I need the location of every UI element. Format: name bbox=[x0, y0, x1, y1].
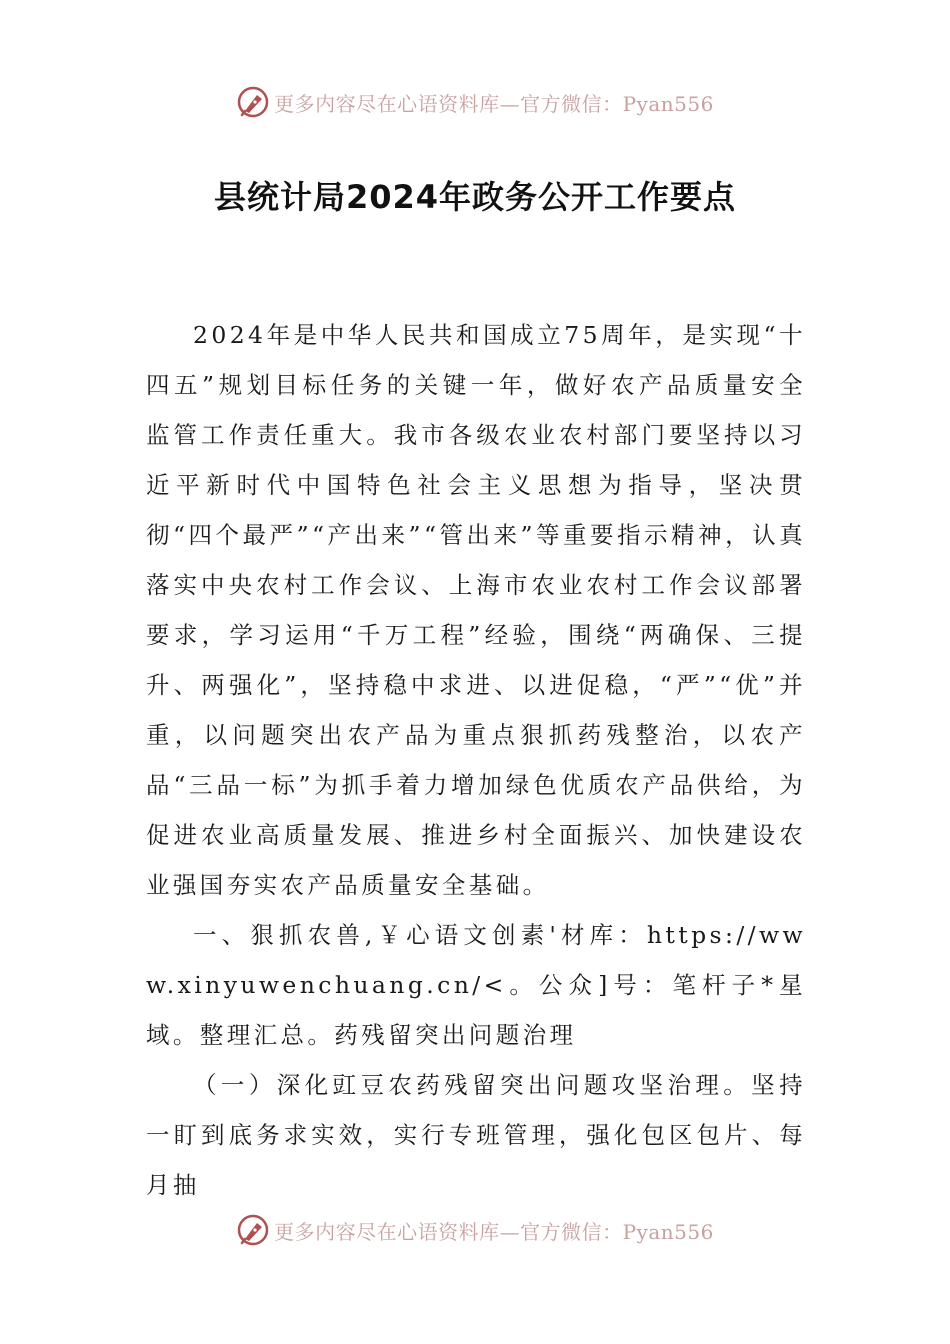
paragraph: （一）深化豇豆农药残留突出问题攻坚治理。坚持一盯到底务求实效，实行专班管理，强化包区包片、每月抽 bbox=[146, 1071, 806, 1199]
banner-text: 更多内容尽在心语资料库—官方微信：Pyan556 bbox=[274, 1219, 714, 1244]
footer-banner bbox=[0, 1210, 950, 1250]
header-banner bbox=[0, 82, 950, 122]
paragraph: 一、狠抓农兽,￥心语文创素'材库：https://www.xinyuwenchuang.cn/<。公众]号：笔杆子*星域。整理汇总。药残留突出问题治理 bbox=[146, 921, 806, 1049]
pen-nib-logo-icon bbox=[236, 1213, 270, 1247]
paragraph: 2024年是中华人民共和国成立75周年，是实现“十四五”规划目标任务的关键一年，做好农产品质量安全监管工作责任重大。我市各级农业农村部门要坚持以习近平新时代中国特色社会主义思想为指导，坚决贯彻“四个最严”“产出来”“管出来”等重要指示精神，认真落实中央农村工作会议、上海市农业农村工作会议部署要求，学习运用“千万工程”经验，围绕“两确保、三提升、两强化”，坚持稳中求进、以进促稳，“严”“优”并重，以问题突出农产品为重点狠抓药残整治，以农产品“三品一标”为抓手着力增加绿色优质农产品供给，为促进农业高质量发展、推进乡村全面振兴、加快建设农业强国夯实农产品质量安全基础。 bbox=[146, 321, 806, 899]
document-title: 县统计局2024年政务公开工作要点 bbox=[213, 178, 737, 216]
banner-text: 更多内容尽在心语资料库—官方微信：Pyan556 bbox=[274, 91, 714, 116]
document-body bbox=[146, 310, 806, 1210]
pen-nib-logo-icon bbox=[236, 85, 270, 119]
